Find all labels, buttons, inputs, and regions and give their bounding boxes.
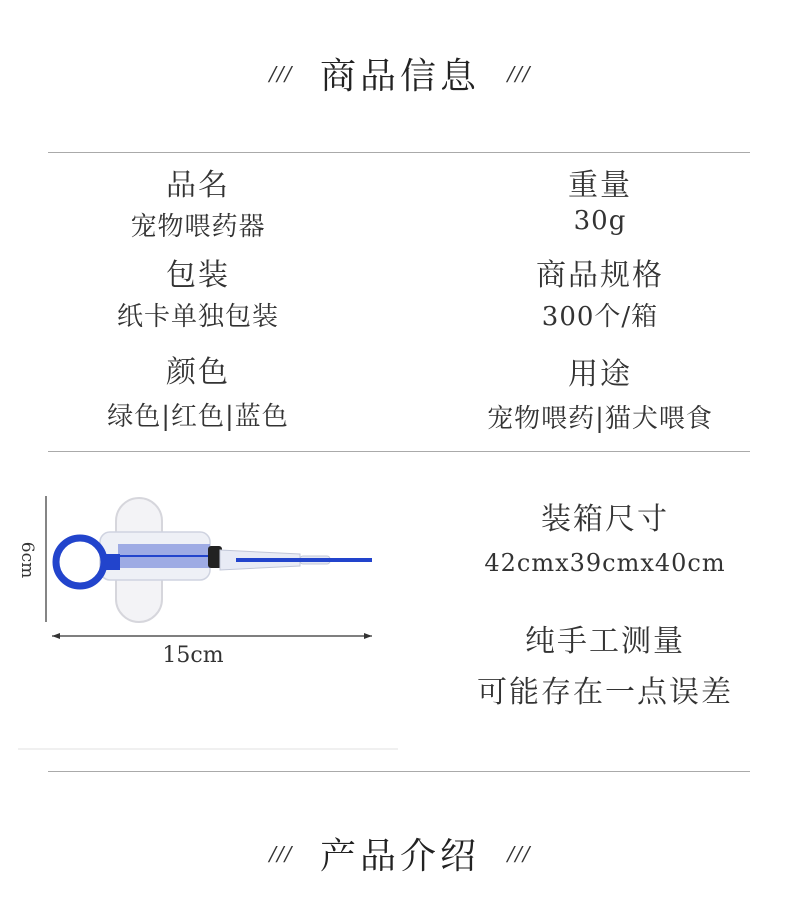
package-label: 包装 [166, 258, 230, 293]
measurement-note-line2: 可能存在一点误差 [477, 675, 733, 710]
box-dimensions: 42cmx39cmx40cm [484, 549, 726, 577]
section-header-product-info [0, 48, 800, 99]
divider [48, 152, 750, 153]
usage-value: 宠物喂药|猫犬喂食 [487, 404, 713, 434]
color-value: 绿色|红色|蓝色 [107, 402, 289, 432]
image-edge-shadow [18, 748, 398, 750]
weight-value: 30g [573, 206, 627, 236]
decorative-slashes: /// [269, 841, 293, 866]
section-title: 商品信息 [319, 56, 480, 97]
push-rod-tip [236, 558, 372, 562]
decorative-slashes: /// [269, 61, 293, 86]
divider [48, 771, 750, 772]
name-value: 宠物喂药器 [130, 212, 266, 242]
name-label: 品名 [166, 168, 230, 203]
section-header-product-intro [0, 828, 800, 879]
height-label: 6cm [17, 541, 37, 579]
thumb-ring [56, 538, 104, 586]
spec-value: 300个/箱 [541, 302, 659, 332]
width-label: 15cm [162, 643, 224, 668]
decorative-slashes: /// [507, 841, 531, 866]
syringe-illustration [56, 498, 372, 622]
divider [48, 451, 750, 452]
pill-syringe-diagram [0, 480, 420, 770]
package-value: 纸卡单独包装 [116, 302, 279, 332]
spec-label: 商品规格 [536, 258, 664, 293]
measurement-note: 纯手工测量 [525, 624, 685, 659]
weight-label: 重量 [568, 168, 632, 203]
usage-label: 用途 [568, 357, 632, 392]
arrow-left-icon [52, 633, 60, 639]
ring-connector [102, 554, 120, 570]
color-label: 颜色 [166, 355, 230, 390]
arrow-right-icon [364, 633, 372, 639]
section-title: 产品介绍 [319, 836, 480, 877]
box-size-title: 装箱尺寸 [541, 502, 669, 537]
decorative-slashes: /// [507, 61, 531, 86]
